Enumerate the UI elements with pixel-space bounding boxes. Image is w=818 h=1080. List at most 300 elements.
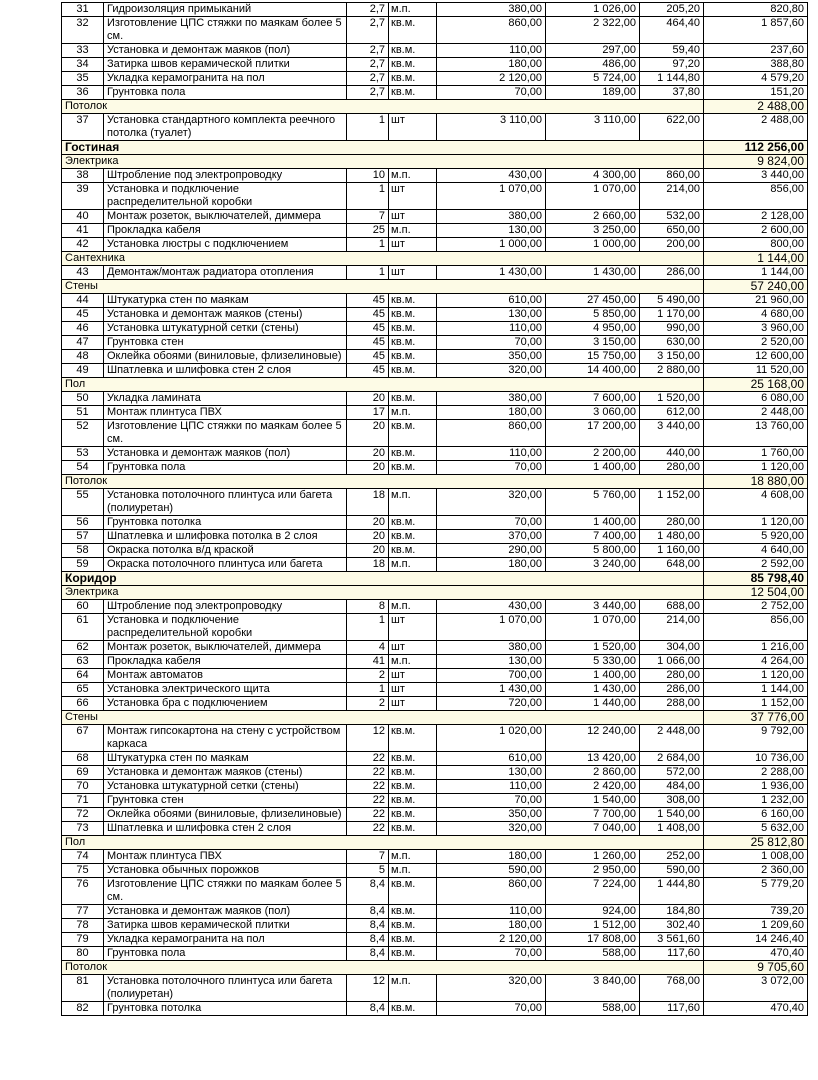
line-total: 1 232,00	[704, 794, 808, 808]
deduction: 688,00	[640, 600, 704, 614]
work-name: Установка бра с подключением	[104, 697, 347, 711]
table-row	[62, 1002, 808, 1016]
table-row	[62, 308, 808, 322]
unit-price: 720,00	[437, 697, 546, 711]
unit: кв.м.	[389, 364, 437, 378]
line-sum: 1 512,00	[546, 919, 640, 933]
unit: кв.м.	[389, 86, 437, 100]
deduction: 1 480,00	[640, 530, 704, 544]
table-row	[62, 752, 808, 766]
table-row	[62, 558, 808, 572]
unit: м.п.	[389, 850, 437, 864]
deduction: 97,20	[640, 58, 704, 72]
section-total: 2 488,00	[704, 100, 808, 114]
unit-price: 110,00	[437, 322, 546, 336]
work-name: Установка потолочного плинтуса или багета (полиуретан)	[104, 975, 347, 1002]
work-name: Грунтовка потолка	[104, 1002, 347, 1016]
row-number: 43	[62, 266, 104, 280]
deduction: 860,00	[640, 169, 704, 183]
line-sum: 5 330,00	[546, 655, 640, 669]
work-name: Демонтаж/монтаж радиатора отопления	[104, 266, 347, 280]
unit-price: 290,00	[437, 544, 546, 558]
unit-price: 2 120,00	[437, 72, 546, 86]
deduction: 280,00	[640, 516, 704, 530]
unit-price: 860,00	[437, 17, 546, 44]
unit: шт	[389, 641, 437, 655]
unit-price: 130,00	[437, 308, 546, 322]
unit: м.п.	[389, 975, 437, 1002]
work-name: Монтаж плинтуса ПВХ	[104, 850, 347, 864]
line-total: 800,00	[704, 238, 808, 252]
table-row	[62, 238, 808, 252]
row-number: 50	[62, 392, 104, 406]
row-number: 39	[62, 183, 104, 210]
line-total: 3 072,00	[704, 975, 808, 1002]
line-sum: 7 040,00	[546, 822, 640, 836]
work-name: Установка и демонтаж маяков (пол)	[104, 44, 347, 58]
quantity: 1	[347, 266, 389, 280]
table-row	[62, 766, 808, 780]
line-total: 5 920,00	[704, 530, 808, 544]
row-number: 56	[62, 516, 104, 530]
row-number: 65	[62, 683, 104, 697]
row-number: 71	[62, 794, 104, 808]
line-total: 1 144,00	[704, 683, 808, 697]
row-number: 35	[62, 72, 104, 86]
unit: кв.м.	[389, 780, 437, 794]
section-name: Пол	[62, 378, 704, 392]
line-total: 237,60	[704, 44, 808, 58]
line-sum: 5 724,00	[546, 72, 640, 86]
unit-price: 70,00	[437, 336, 546, 350]
unit: кв.м.	[389, 822, 437, 836]
table-row	[62, 697, 808, 711]
unit-price: 430,00	[437, 169, 546, 183]
deduction: 1 408,00	[640, 822, 704, 836]
unit-price: 110,00	[437, 44, 546, 58]
table-row	[62, 447, 808, 461]
deduction: 590,00	[640, 864, 704, 878]
deduction: 484,00	[640, 780, 704, 794]
unit-price: 1 430,00	[437, 266, 546, 280]
section-header-row	[62, 378, 808, 392]
unit: кв.м.	[389, 766, 437, 780]
table-row	[62, 420, 808, 447]
line-sum: 297,00	[546, 44, 640, 58]
table-row	[62, 794, 808, 808]
row-number: 82	[62, 1002, 104, 1016]
row-number: 64	[62, 669, 104, 683]
line-total: 1 120,00	[704, 669, 808, 683]
deduction: 2 684,00	[640, 752, 704, 766]
quantity: 22	[347, 752, 389, 766]
line-sum: 3 250,00	[546, 224, 640, 238]
line-total: 3 440,00	[704, 169, 808, 183]
unit-price: 1 070,00	[437, 614, 546, 641]
line-total: 4 608,00	[704, 489, 808, 516]
work-name: Установка и демонтаж маяков (пол)	[104, 905, 347, 919]
table-row	[62, 406, 808, 420]
line-total: 21 960,00	[704, 294, 808, 308]
table-row	[62, 641, 808, 655]
table-row	[62, 516, 808, 530]
unit: кв.м.	[389, 72, 437, 86]
unit: кв.м.	[389, 808, 437, 822]
work-name: Установка штукатурной сетки (стены)	[104, 780, 347, 794]
section-name: Пол	[62, 836, 704, 850]
line-sum: 3 840,00	[546, 975, 640, 1002]
unit-price: 70,00	[437, 461, 546, 475]
work-name: Установка и демонтаж маяков (стены)	[104, 308, 347, 322]
quantity: 8	[347, 600, 389, 614]
row-number: 34	[62, 58, 104, 72]
unit: кв.м.	[389, 794, 437, 808]
row-number: 55	[62, 489, 104, 516]
quantity: 8,4	[347, 933, 389, 947]
line-total: 4 264,00	[704, 655, 808, 669]
deduction: 1 160,00	[640, 544, 704, 558]
deduction: 622,00	[640, 114, 704, 141]
section-header-row	[62, 280, 808, 294]
estimate-table	[61, 2, 808, 1016]
line-sum: 14 400,00	[546, 364, 640, 378]
quantity: 2	[347, 697, 389, 711]
line-total: 470,40	[704, 947, 808, 961]
table-row	[62, 336, 808, 350]
deduction: 280,00	[640, 461, 704, 475]
section-header-row	[62, 252, 808, 266]
line-total: 1 120,00	[704, 516, 808, 530]
section-name: Стены	[62, 280, 704, 294]
deduction: 768,00	[640, 975, 704, 1002]
quantity: 8,4	[347, 878, 389, 905]
table-row	[62, 224, 808, 238]
unit-price: 590,00	[437, 864, 546, 878]
table-row	[62, 808, 808, 822]
table-row	[62, 530, 808, 544]
line-total: 1 857,60	[704, 17, 808, 44]
section-total: 25 168,00	[704, 378, 808, 392]
unit: шт	[389, 183, 437, 210]
unit-price: 130,00	[437, 766, 546, 780]
line-sum: 2 660,00	[546, 210, 640, 224]
work-name: Установка и демонтаж маяков (пол)	[104, 447, 347, 461]
line-total: 11 520,00	[704, 364, 808, 378]
deduction: 612,00	[640, 406, 704, 420]
line-sum: 13 420,00	[546, 752, 640, 766]
unit-price: 350,00	[437, 808, 546, 822]
row-number: 45	[62, 308, 104, 322]
line-sum: 2 860,00	[546, 766, 640, 780]
unit-price: 70,00	[437, 1002, 546, 1016]
quantity: 41	[347, 655, 389, 669]
work-name: Шпатлевка и шлифовка стен 2 слоя	[104, 364, 347, 378]
row-number: 42	[62, 238, 104, 252]
work-name: Монтаж гипсокартона на стену с устройством каркаса	[104, 725, 347, 752]
table-row	[62, 975, 808, 1002]
room-total: 85 798,40	[704, 572, 808, 586]
line-sum: 1 440,00	[546, 697, 640, 711]
room-total: 112 256,00	[704, 141, 808, 155]
table-row	[62, 17, 808, 44]
quantity: 45	[347, 294, 389, 308]
work-name: Укладка керамогранита на пол	[104, 72, 347, 86]
work-name: Оклейка обоями (виниловые, флизелиновые)	[104, 350, 347, 364]
unit-price: 320,00	[437, 822, 546, 836]
line-sum: 17 200,00	[546, 420, 640, 447]
quantity: 1	[347, 238, 389, 252]
line-total: 2 288,00	[704, 766, 808, 780]
deduction: 280,00	[640, 669, 704, 683]
table-row	[62, 461, 808, 475]
deduction: 252,00	[640, 850, 704, 864]
deduction: 3 561,60	[640, 933, 704, 947]
line-sum: 5 760,00	[546, 489, 640, 516]
quantity: 1	[347, 614, 389, 641]
line-total: 9 792,00	[704, 725, 808, 752]
unit: м.п.	[389, 406, 437, 420]
line-sum: 1 070,00	[546, 614, 640, 641]
quantity: 22	[347, 780, 389, 794]
line-sum: 588,00	[546, 947, 640, 961]
section-total: 25 812,80	[704, 836, 808, 850]
line-total: 2 448,00	[704, 406, 808, 420]
quantity: 8,4	[347, 947, 389, 961]
work-name: Установка люстры с подключением	[104, 238, 347, 252]
section-header-row	[62, 475, 808, 489]
work-name: Укладка керамогранита на пол	[104, 933, 347, 947]
unit: кв.м.	[389, 308, 437, 322]
unit-price: 70,00	[437, 794, 546, 808]
row-number: 48	[62, 350, 104, 364]
quantity: 22	[347, 766, 389, 780]
deduction: 2 448,00	[640, 725, 704, 752]
unit-price: 180,00	[437, 406, 546, 420]
line-total: 4 579,20	[704, 72, 808, 86]
line-sum: 1 400,00	[546, 461, 640, 475]
line-total: 13 760,00	[704, 420, 808, 447]
unit: шт	[389, 614, 437, 641]
row-number: 70	[62, 780, 104, 794]
deduction: 184,80	[640, 905, 704, 919]
line-sum: 4 950,00	[546, 322, 640, 336]
line-total: 14 246,40	[704, 933, 808, 947]
row-number: 81	[62, 975, 104, 1002]
row-number: 74	[62, 850, 104, 864]
unit-price: 320,00	[437, 975, 546, 1002]
row-number: 32	[62, 17, 104, 44]
unit-price: 370,00	[437, 530, 546, 544]
row-number: 67	[62, 725, 104, 752]
table-row	[62, 322, 808, 336]
unit-price: 380,00	[437, 210, 546, 224]
line-sum: 1 520,00	[546, 641, 640, 655]
line-sum: 7 224,00	[546, 878, 640, 905]
line-sum: 486,00	[546, 58, 640, 72]
table-row	[62, 864, 808, 878]
quantity: 22	[347, 794, 389, 808]
quantity: 10	[347, 169, 389, 183]
deduction: 1 520,00	[640, 392, 704, 406]
unit: кв.м.	[389, 752, 437, 766]
line-total: 4 640,00	[704, 544, 808, 558]
unit: кв.м.	[389, 294, 437, 308]
deduction: 648,00	[640, 558, 704, 572]
line-sum: 3 060,00	[546, 406, 640, 420]
line-total: 2 128,00	[704, 210, 808, 224]
unit-price: 380,00	[437, 3, 546, 17]
line-total: 739,20	[704, 905, 808, 919]
work-name: Грунтовка стен	[104, 336, 347, 350]
work-name: Шпатлевка и шлифовка стен 2 слоя	[104, 822, 347, 836]
room-header-row	[62, 572, 808, 586]
work-name: Штукатурка стен по маякам	[104, 294, 347, 308]
unit: кв.м.	[389, 336, 437, 350]
unit: кв.м.	[389, 947, 437, 961]
work-name: Прокладка кабеля	[104, 224, 347, 238]
deduction: 1 444,80	[640, 878, 704, 905]
line-sum: 17 808,00	[546, 933, 640, 947]
row-number: 66	[62, 697, 104, 711]
table-row	[62, 822, 808, 836]
unit: кв.м.	[389, 544, 437, 558]
section-name: Потолок	[62, 961, 704, 975]
deduction: 59,40	[640, 44, 704, 58]
unit-price: 110,00	[437, 905, 546, 919]
quantity: 18	[347, 489, 389, 516]
row-number: 38	[62, 169, 104, 183]
quantity: 7	[347, 210, 389, 224]
line-total: 856,00	[704, 614, 808, 641]
unit: шт	[389, 114, 437, 141]
unit: кв.м.	[389, 420, 437, 447]
section-header-row	[62, 155, 808, 169]
work-name: Монтаж розеток, выключателей, диммера	[104, 641, 347, 655]
unit-price: 70,00	[437, 516, 546, 530]
table-row	[62, 905, 808, 919]
line-total: 3 960,00	[704, 322, 808, 336]
line-total: 1 120,00	[704, 461, 808, 475]
deduction: 5 490,00	[640, 294, 704, 308]
quantity: 20	[347, 544, 389, 558]
room-name: Коридор	[62, 572, 704, 586]
deduction: 990,00	[640, 322, 704, 336]
line-total: 2 360,00	[704, 864, 808, 878]
work-name: Грунтовка пола	[104, 86, 347, 100]
line-sum: 2 950,00	[546, 864, 640, 878]
line-sum: 3 110,00	[546, 114, 640, 141]
unit-price: 610,00	[437, 294, 546, 308]
quantity: 20	[347, 516, 389, 530]
line-total: 1 209,60	[704, 919, 808, 933]
line-total: 5 632,00	[704, 822, 808, 836]
row-number: 60	[62, 600, 104, 614]
section-name: Электрика	[62, 155, 704, 169]
unit-price: 130,00	[437, 655, 546, 669]
section-total: 9 824,00	[704, 155, 808, 169]
section-total: 37 776,00	[704, 711, 808, 725]
deduction: 572,00	[640, 766, 704, 780]
row-number: 46	[62, 322, 104, 336]
unit: м.п.	[389, 224, 437, 238]
work-name: Гидроизоляция примыканий	[104, 3, 347, 17]
work-name: Установка и подключение распределительной коробки	[104, 614, 347, 641]
room-name: Гостиная	[62, 141, 704, 155]
quantity: 5	[347, 864, 389, 878]
quantity: 1	[347, 114, 389, 141]
row-number: 36	[62, 86, 104, 100]
line-total: 2 592,00	[704, 558, 808, 572]
unit: кв.м.	[389, 58, 437, 72]
section-header-row	[62, 836, 808, 850]
row-number: 44	[62, 294, 104, 308]
line-sum: 2 200,00	[546, 447, 640, 461]
unit-price: 320,00	[437, 489, 546, 516]
section-header-row	[62, 100, 808, 114]
deduction: 1 066,00	[640, 655, 704, 669]
quantity: 2,7	[347, 86, 389, 100]
table-row	[62, 544, 808, 558]
unit-price: 380,00	[437, 641, 546, 655]
row-number: 49	[62, 364, 104, 378]
work-name: Грунтовка пола	[104, 461, 347, 475]
line-total: 1 008,00	[704, 850, 808, 864]
table-row	[62, 850, 808, 864]
work-name: Штукатурка стен по маякам	[104, 752, 347, 766]
unit-price: 860,00	[437, 420, 546, 447]
quantity: 45	[347, 364, 389, 378]
unit: кв.м.	[389, 44, 437, 58]
line-sum: 2 420,00	[546, 780, 640, 794]
table-row	[62, 294, 808, 308]
line-sum: 7 700,00	[546, 808, 640, 822]
table-row	[62, 350, 808, 364]
line-sum: 4 300,00	[546, 169, 640, 183]
quantity: 12	[347, 975, 389, 1002]
deduction: 214,00	[640, 183, 704, 210]
line-sum: 7 600,00	[546, 392, 640, 406]
unit-price: 2 120,00	[437, 933, 546, 947]
row-number: 61	[62, 614, 104, 641]
quantity: 1	[347, 683, 389, 697]
table-row	[62, 655, 808, 669]
deduction: 304,00	[640, 641, 704, 655]
work-name: Установка потолочного плинтуса или багета (полиуретан)	[104, 489, 347, 516]
line-sum: 2 322,00	[546, 17, 640, 44]
quantity: 45	[347, 336, 389, 350]
section-total: 1 144,00	[704, 252, 808, 266]
unit: кв.м.	[389, 530, 437, 544]
deduction: 286,00	[640, 683, 704, 697]
quantity: 2,7	[347, 17, 389, 44]
row-number: 54	[62, 461, 104, 475]
line-sum: 5 800,00	[546, 544, 640, 558]
row-number: 59	[62, 558, 104, 572]
work-name: Изготовление ЦПС стяжки по маякам более 5 см.	[104, 878, 347, 905]
line-sum: 1 026,00	[546, 3, 640, 17]
deduction: 630,00	[640, 336, 704, 350]
unit: кв.м.	[389, 933, 437, 947]
section-total: 12 504,00	[704, 586, 808, 600]
line-sum: 1 260,00	[546, 850, 640, 864]
unit: м.п.	[389, 600, 437, 614]
unit-price: 350,00	[437, 350, 546, 364]
unit-price: 1 430,00	[437, 683, 546, 697]
line-sum: 189,00	[546, 86, 640, 100]
line-total: 820,80	[704, 3, 808, 17]
deduction: 37,80	[640, 86, 704, 100]
unit-price: 180,00	[437, 850, 546, 864]
